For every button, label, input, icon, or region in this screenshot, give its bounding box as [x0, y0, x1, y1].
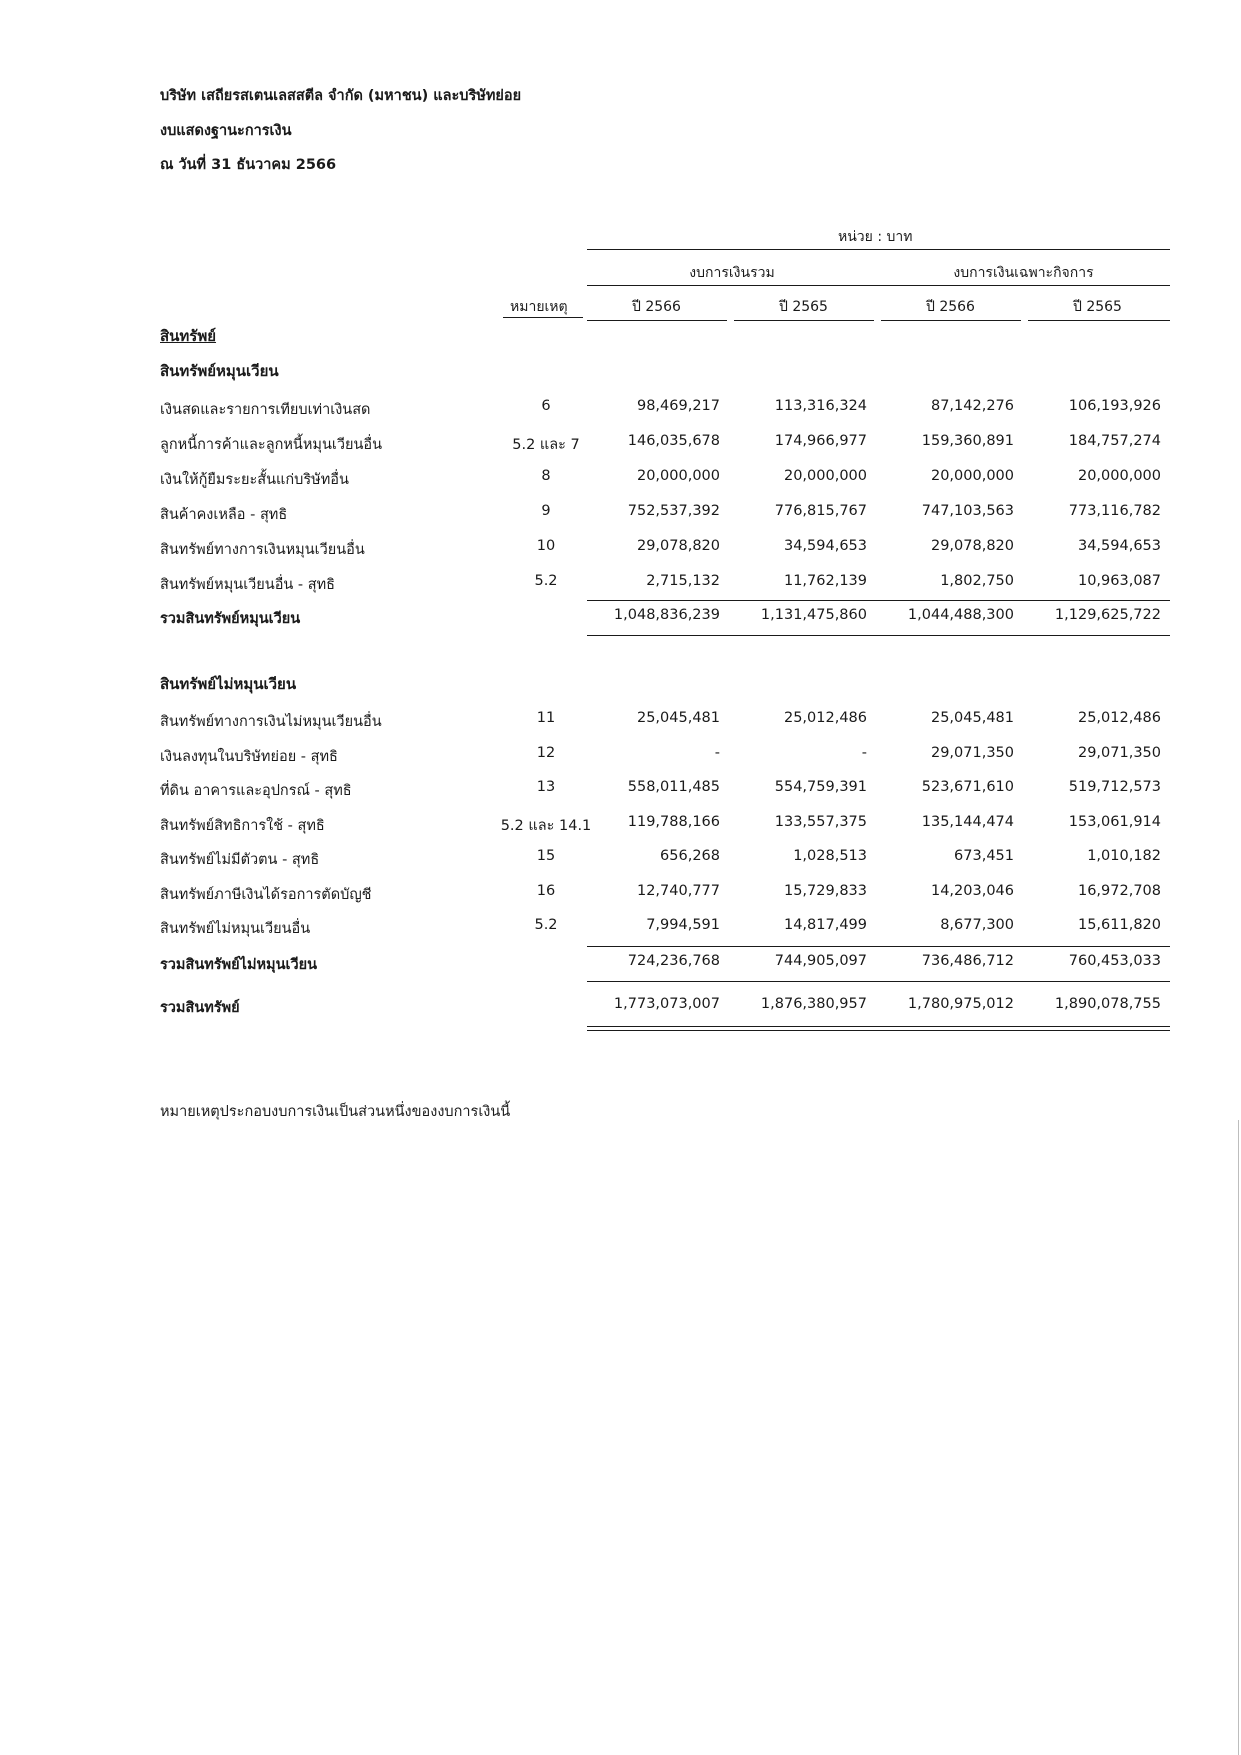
- value-separate-2565: 184,757,274: [1068, 433, 1161, 449]
- noncurrent-total-rule-top: [587, 946, 1170, 947]
- row-label: สินทรัพย์ภาษีเงินได้รอการตัดบัญชี: [160, 886, 372, 903]
- row-label: เงินให้กู้ยืมระยะสั้นแก่บริษัทอื่น: [160, 472, 349, 488]
- col-rule-3: [881, 320, 1021, 321]
- value-separate-2565: 1,129,625,722: [1054, 607, 1161, 623]
- value-consolidated-2565: 1,131,475,860: [760, 607, 867, 623]
- unit-rule: [587, 249, 1170, 250]
- value-separate-2565: 25,012,486: [1077, 710, 1161, 726]
- value-separate-2566: 159,360,891: [921, 433, 1014, 449]
- value-separate-2565: 773,116,782: [1068, 503, 1161, 519]
- value-consolidated-2566: 558,011,485: [627, 779, 720, 795]
- grand-total-double-rule-2: [587, 1030, 1170, 1031]
- value-separate-2566: 1,802,750: [940, 573, 1014, 589]
- value-separate-2565: 15,611,820: [1077, 917, 1161, 933]
- value-consolidated-2565: 15,729,833: [783, 882, 867, 899]
- value-separate-2565: 20,000,000: [1077, 468, 1161, 484]
- row-label: เงินสดและรายการเทียบเท่าเงินสด: [160, 402, 371, 418]
- footnote: หมายเหตุประกอบงบการเงินเป็นส่วนหนึ่งของงบการเงินนี้: [160, 1104, 511, 1120]
- section-current-assets: สินทรัพย์หมุนเวียน: [160, 362, 279, 380]
- col-consolidated-2565: ปี 2565: [779, 299, 828, 315]
- value-consolidated-2565: 25,012,486: [783, 710, 867, 726]
- value-consolidated-2566: 119,788,166: [627, 813, 720, 830]
- value-consolidated-2565: 174,966,977: [774, 433, 867, 449]
- value-consolidated-2565: 1,028,513: [793, 848, 867, 864]
- row-label: สินทรัพย์ทางการเงินหมุนเวียนอื่น: [160, 542, 365, 558]
- row-label: ที่ดิน อาคารและอุปกรณ์ - สุทธิ: [160, 783, 352, 799]
- table-row: [0, 848, 1241, 872]
- table-row: [0, 814, 1241, 838]
- value-consolidated-2566: 146,035,678: [627, 433, 720, 449]
- col-rule-4: [1028, 320, 1170, 321]
- table-row: [0, 398, 1241, 422]
- value-separate-2565: 1,010,182: [1087, 848, 1161, 864]
- statement-date: ณ วันที่ 31 ธันวาคม 2566: [160, 157, 337, 173]
- table-row: [0, 468, 1241, 492]
- row-label: รวมสินทรัพย์: [160, 1000, 240, 1016]
- value-consolidated-2565: 20,000,000: [783, 468, 867, 484]
- row-label: รวมสินทรัพย์หมุนเวียน: [160, 611, 301, 627]
- col-consolidated-2566: ปี 2566: [632, 299, 681, 315]
- noncurrent-total-row: [0, 953, 1241, 977]
- grand-total-row: [0, 996, 1241, 1020]
- note-ref: 5.2 และ 14.1: [500, 817, 592, 834]
- row-label: สินค้าคงเหลือ - สุทธิ: [160, 507, 288, 523]
- value-consolidated-2565: 113,316,324: [774, 398, 867, 414]
- value-separate-2565: 519,712,573: [1068, 779, 1161, 795]
- value-separate-2566: 14,203,046: [930, 882, 1014, 899]
- current-total-row: [0, 607, 1241, 631]
- company-name: บริษัท เสถียรสเตนเลสสตีล จำกัด (มหาชน) และบริษัทย่อย: [160, 88, 522, 104]
- col-separate-2565: ปี 2565: [1073, 299, 1122, 315]
- row-label: สินทรัพย์สิทธิการใช้ - สุทธิ: [160, 817, 325, 834]
- value-consolidated-2566: 1,048,836,239: [613, 607, 720, 623]
- col-separate-2566: ปี 2566: [926, 299, 975, 315]
- value-consolidated-2566: 12,740,777: [636, 882, 720, 899]
- table-row: [0, 779, 1241, 803]
- value-separate-2565: 1,890,078,755: [1054, 996, 1161, 1012]
- note-ref: 5.2: [534, 917, 558, 933]
- value-consolidated-2566: 2,715,132: [646, 573, 720, 589]
- section-noncurrent-assets: สินทรัพย์ไม่หมุนเวียน: [160, 675, 297, 693]
- value-separate-2566: 29,071,350: [930, 744, 1014, 761]
- value-consolidated-2565: 1,876,380,957: [760, 996, 867, 1012]
- value-separate-2566: 29,078,820: [930, 538, 1014, 554]
- value-consolidated-2565: 11,762,139: [783, 573, 867, 589]
- note-ref: 11: [536, 710, 556, 726]
- note-ref: 6: [541, 398, 551, 414]
- value-consolidated-2566: 7,994,591: [646, 917, 720, 933]
- col-rule-2: [734, 320, 874, 321]
- note-header-rule: [503, 317, 583, 318]
- value-consolidated-2565: -: [861, 744, 867, 761]
- value-separate-2565: 760,453,033: [1068, 953, 1161, 969]
- col-rule-1: [587, 320, 727, 321]
- value-consolidated-2566: 29,078,820: [636, 538, 720, 554]
- value-consolidated-2566: -: [714, 744, 720, 761]
- page-edge: [1238, 1120, 1239, 1755]
- value-consolidated-2565: 744,905,097: [774, 953, 867, 969]
- row-label: สินทรัพย์หมุนเวียนอื่น - สุทธิ: [160, 577, 336, 593]
- value-consolidated-2566: 25,045,481: [636, 710, 720, 726]
- value-consolidated-2566: 98,469,217: [636, 398, 720, 414]
- note-column-header: หมายเหตุ: [510, 299, 568, 315]
- value-separate-2566: 87,142,276: [930, 398, 1014, 414]
- value-separate-2565: 153,061,914: [1068, 813, 1161, 830]
- table-row: [0, 745, 1241, 769]
- value-consolidated-2565: 34,594,653: [783, 538, 867, 554]
- value-consolidated-2565: 14,817,499: [783, 917, 867, 933]
- value-consolidated-2565: 554,759,391: [774, 779, 867, 795]
- value-consolidated-2565: 776,815,767: [774, 503, 867, 519]
- note-ref: 10: [536, 538, 556, 554]
- value-consolidated-2566: 20,000,000: [636, 468, 720, 484]
- row-label: สินทรัพย์ไม่มีตัวตน - สุทธิ: [160, 852, 320, 868]
- value-separate-2566: 135,144,474: [921, 813, 1014, 830]
- table-row: [0, 883, 1241, 907]
- grand-total-double-rule-1: [587, 1026, 1170, 1027]
- unit-label: หน่วย : บาท: [838, 229, 913, 245]
- table-row: [0, 538, 1241, 562]
- value-separate-2566: 1,044,488,300: [907, 607, 1014, 623]
- value-separate-2565: 16,972,708: [1077, 882, 1161, 899]
- value-separate-2565: 106,193,926: [1068, 398, 1161, 414]
- note-ref: 13: [536, 779, 556, 795]
- row-label: รวมสินทรัพย์ไม่หมุนเวียน: [160, 957, 318, 973]
- value-separate-2566: 736,486,712: [921, 953, 1014, 969]
- note-ref: 5.2 และ 7: [512, 437, 580, 453]
- table-row: [0, 433, 1241, 457]
- value-separate-2566: 1,780,975,012: [907, 996, 1014, 1012]
- section-assets: สินทรัพย์: [160, 327, 217, 345]
- value-separate-2566: 747,103,563: [921, 503, 1014, 519]
- table-row: [0, 710, 1241, 734]
- value-consolidated-2566: 724,236,768: [627, 953, 720, 969]
- note-ref: 16: [536, 882, 556, 899]
- note-ref: 5.2: [534, 573, 558, 589]
- note-ref: 9: [541, 503, 551, 519]
- note-ref: 12: [536, 744, 556, 761]
- value-separate-2565: 29,071,350: [1077, 744, 1161, 761]
- table-row: [0, 917, 1241, 941]
- statement-title: งบแสดงฐานะการเงิน: [160, 123, 292, 139]
- value-consolidated-2566: 656,268: [660, 848, 720, 864]
- table-row: [0, 503, 1241, 527]
- value-consolidated-2565: 133,557,375: [774, 813, 867, 830]
- table-row: [0, 573, 1241, 597]
- value-separate-2565: 10,963,087: [1077, 573, 1161, 589]
- group-rule: [587, 285, 1170, 286]
- current-total-rule-top: [587, 600, 1170, 601]
- value-separate-2566: 20,000,000: [930, 468, 1014, 484]
- value-separate-2566: 8,677,300: [940, 917, 1014, 933]
- note-ref: 8: [541, 468, 551, 484]
- noncurrent-total-rule-bottom: [587, 981, 1170, 982]
- row-label: เงินลงทุนในบริษัทย่อย - สุทธิ: [160, 748, 338, 765]
- value-separate-2566: 673,451: [954, 848, 1014, 864]
- row-label: สินทรัพย์ไม่หมุนเวียนอื่น: [160, 921, 311, 937]
- row-label: ลูกหนี้การค้าและลูกหนี้หมุนเวียนอื่น: [160, 437, 382, 453]
- value-separate-2566: 25,045,481: [930, 710, 1014, 726]
- value-separate-2566: 523,671,610: [921, 779, 1014, 795]
- value-consolidated-2566: 752,537,392: [627, 503, 720, 519]
- row-label: สินทรัพย์ทางการเงินไม่หมุนเวียนอื่น: [160, 714, 382, 730]
- note-ref: 15: [536, 848, 556, 864]
- group-consolidated: งบการเงินรวม: [689, 265, 775, 281]
- group-separate: งบการเงินเฉพาะกิจการ: [953, 265, 1094, 281]
- current-total-rule-bottom: [587, 635, 1170, 636]
- value-consolidated-2566: 1,773,073,007: [613, 996, 720, 1012]
- value-separate-2565: 34,594,653: [1077, 538, 1161, 554]
